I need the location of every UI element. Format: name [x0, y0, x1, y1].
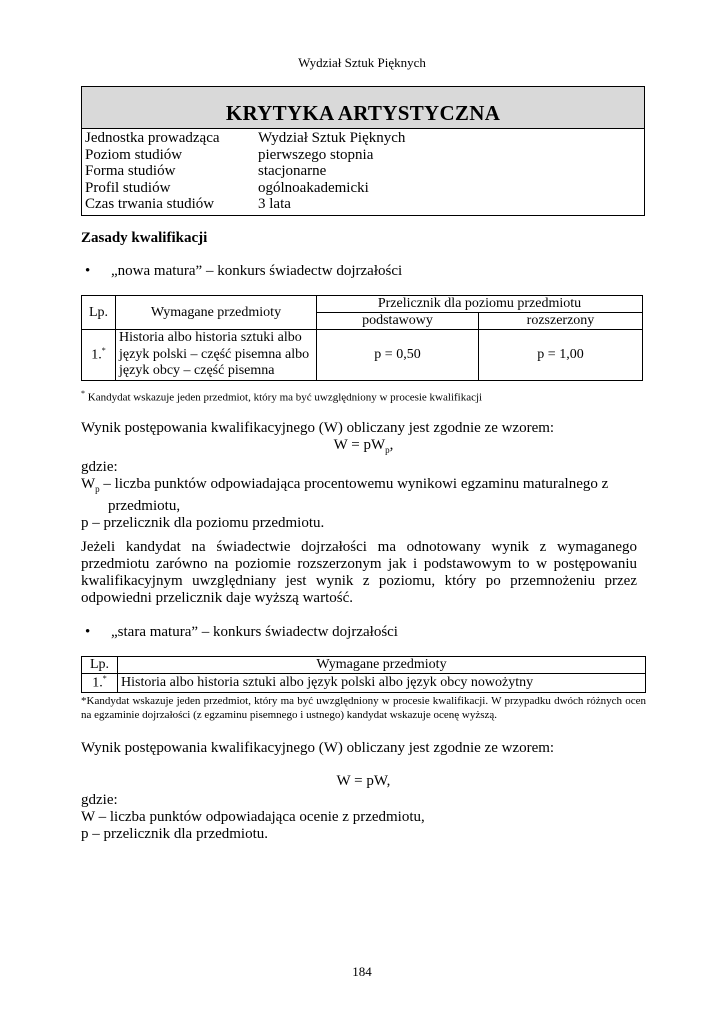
info-row: [82, 147, 644, 164]
table-cell-lp: [82, 674, 118, 693]
section-title: Zasady kwalifikacji: [81, 230, 208, 246]
def-text: – liczba punktów odpowiadająca procentowemu wynikowi egzaminu maturalnego z: [99, 476, 609, 492]
formula: [81, 437, 646, 459]
formula-intro: Wynik postępowania kwalifikacyjnego (W) obliczany jest zgodnie ze wzorem:: [81, 420, 555, 436]
footnote-marker: *: [101, 346, 106, 356]
formula-2-intro: Wynik postępowania kwalifikacyjnego (W) obliczany jest zgodnie ze wzorem:: [81, 740, 555, 756]
info-value: ogólnoakademicki: [258, 179, 369, 196]
bullet-text: „nowa matura” – konkurs świadectw dojrzałości: [111, 263, 403, 279]
formula-1-block: [81, 420, 646, 532]
definition-w-continued: przedmiotu,: [108, 498, 181, 514]
paragraph-higher-level: Jeżeli kandydat na świadectwie dojrzałości ma odnotowany wynik z wymaganego przedmiotu zarówno na poziomie rozszerzonym jak i podstawowym to w postępowaniu kwalifikacyjnym uwzględniany jest wynik z poziomu, który po przemnożeniu przez odpowiedni przelicznik daje wyższą wartość.: [81, 539, 637, 606]
formula-2-defs: [81, 792, 646, 843]
info-row: [82, 163, 644, 180]
subject-line: język polski – część pisemna albo: [119, 346, 310, 362]
info-key: Profil studiów: [85, 179, 171, 196]
info-row: [82, 130, 644, 147]
table-header-subjects: Wymagane przedmioty: [118, 657, 646, 674]
bullet-dot-icon: •: [85, 624, 91, 640]
info-row: [82, 196, 644, 213]
where-label: gdzie:: [81, 459, 118, 475]
def-subscript: p: [95, 484, 100, 494]
page-header: Wydział Sztuk Pięknych: [298, 55, 426, 70]
formula-comma: ,: [389, 437, 394, 453]
footnote-marker: *: [102, 674, 107, 683]
table-cell-subjects: Historia albo historia sztuki albo język polski albo język obcy nowożytny: [118, 674, 646, 693]
info-row: [82, 180, 644, 197]
table-header-lp: Lp.: [82, 657, 118, 674]
definition-w: W – liczba punktów odpowiadająca ocenie z przedmiotu,: [81, 809, 425, 825]
table-cell-lp: [82, 330, 116, 381]
new-matura-table: [81, 295, 643, 381]
footnote-1: [81, 387, 646, 405]
bullet-new-matura: [81, 263, 402, 280]
table-header-multiplier: Przelicznik dla poziomu przedmiotu: [317, 296, 643, 313]
table-header-subjects: Wymagane przedmioty: [116, 296, 317, 330]
formula-2: W = pW,: [336, 773, 391, 789]
table-cell-extended: p = 1,00: [479, 330, 643, 381]
table-header-basic: podstawowy: [317, 313, 479, 330]
info-key: Forma studiów: [85, 163, 176, 179]
row-number: 1.: [92, 675, 103, 691]
where-label: gdzie:: [81, 792, 118, 808]
table-row: [82, 674, 646, 693]
bullet-dot-icon: •: [85, 263, 91, 279]
info-value: stacjonarne: [258, 163, 327, 179]
def-symbol: W: [81, 476, 96, 492]
footnote-text: Kandydat wskazuje jeden przedmiot, który ma być uwzględniony w procesie kwalifikacji: [87, 391, 483, 404]
subject-line: język obcy – część pisemna: [119, 363, 275, 379]
info-key: Czas trwania studiów: [85, 196, 215, 212]
footnote-2: *Kandydat wskazuje jeden przedmiot, który ma być uwzględniony w procesie kwalifikacji. W przypadku dwóch różnych ocen na egzaminie dojrzałości (z egzaminu pisemnego i ustnego) kandydat wskazuje ocenę wyższą.: [81, 695, 646, 721]
old-matura-table: [81, 656, 646, 693]
table-header-extended: rozszerzony: [479, 313, 643, 330]
definition-p: p – przelicznik dla przedmiotu.: [81, 826, 269, 842]
bullet-old-matura: [81, 624, 398, 641]
info-key: Poziom studiów: [85, 146, 183, 163]
definition-p: p – przelicznik dla poziomu przedmiotu.: [81, 515, 325, 531]
formula-text: W = pW: [333, 437, 386, 453]
info-key: Jednostka prowadząca: [85, 130, 220, 146]
program-title: KRYTYKA ARTYSTYCZNA: [82, 87, 644, 129]
table-cell-basic: p = 0,50: [317, 330, 479, 381]
info-value: 3 lata: [258, 196, 291, 212]
subject-line: Historia albo historia sztuki albo: [119, 330, 302, 346]
program-info-rows: [82, 129, 644, 215]
footnote-star: *: [81, 389, 85, 398]
program-info-box: [81, 86, 645, 216]
bullet-text: „stara matura” – konkurs świadectw dojrzałości: [111, 624, 398, 640]
formula-subscript: p: [385, 445, 390, 455]
table-header-lp: Lp.: [82, 296, 116, 330]
info-value: Wydział Sztuk Pięknych: [258, 130, 406, 146]
table-cell-subjects: [116, 330, 317, 381]
row-number: 1.: [91, 347, 102, 363]
page-number: 184: [352, 964, 372, 979]
info-value: pierwszego stopnia: [258, 146, 374, 163]
table-row: [82, 330, 643, 381]
definition-w: [81, 476, 646, 498]
